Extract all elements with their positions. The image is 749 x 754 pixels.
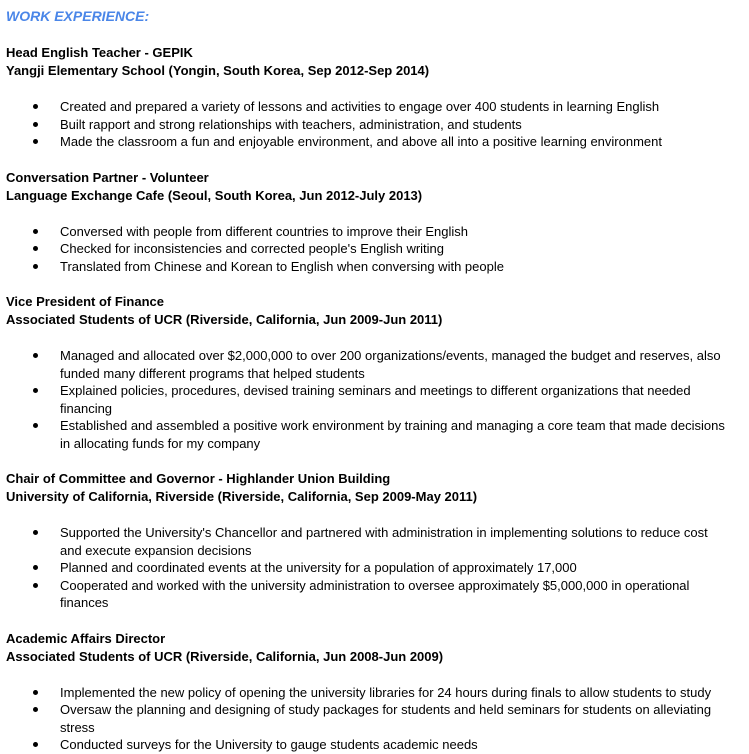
job-entry — [6, 470, 746, 630]
section-title: WORK EXPERIENCE: — [6, 8, 150, 24]
bullet-item: Conversed with people from different countries to improve their English — [6, 223, 746, 241]
job-title: Chair of Committee and Governor - Highlander Union Building — [6, 471, 391, 486]
job-title: Head English Teacher - GEPIK — [6, 45, 193, 60]
bullet-item: Supported the University's Chancellor and partnered with administration in implementing solutions to reduce cost and execute expansion decisions — [6, 524, 746, 559]
bullet-item: Conducted surveys for the University to gauge students academic needs — [6, 736, 746, 754]
bullet-item: Cooperated and worked with the university administration to oversee approximately $5,000,000 in operational finances — [6, 577, 746, 612]
bullet-icon — [33, 423, 38, 428]
job-organization: Associated Students of UCR (Riverside, California, Jun 2008-Jun 2009) — [6, 648, 444, 664]
bullet-icon — [33, 139, 38, 144]
bullet-item: Translated from Chinese and Korean to English when conversing with people — [6, 258, 746, 276]
job-organization: University of California, Riverside (Riverside, California, Sep 2009-May 2011) — [6, 489, 478, 504]
job-entry — [6, 44, 746, 169]
job-entry — [6, 630, 746, 754]
bullet-icon — [33, 565, 38, 570]
bullet-icon — [33, 690, 38, 695]
bullet-icon — [33, 707, 38, 712]
bullet-item: Checked for inconsistencies and corrected people's English writing — [6, 240, 746, 258]
bullet-item: Made the classroom a fun and enjoyable environment, and above all into a positive learning environment — [6, 133, 746, 151]
job-organization: Language Exchange Cafe (Seoul, South Korea, Jun 2012-July 2013) — [6, 187, 423, 203]
bullet-icon — [33, 353, 38, 358]
job-title: Academic Affairs Director — [6, 630, 166, 646]
bullet-item: Planned and coordinated events at the university for a population of approximately 17,000 — [6, 559, 746, 577]
job-bullets — [6, 684, 746, 754]
bullet-icon — [33, 583, 38, 588]
bullet-item: Oversaw the planning and designing of study packages for students and held seminars for students on alleviating stress — [6, 701, 746, 736]
bullet-icon — [33, 122, 38, 127]
bullet-icon — [33, 388, 38, 393]
bullet-icon — [33, 104, 38, 109]
bullet-item: Established and assembled a positive work environment by training and managing a core team that made decisions in allocating funds for my company — [6, 417, 746, 452]
job-organization: Yangji Elementary School (Yongin, South Korea, Sep 2012-Sep 2014) — [6, 63, 430, 78]
bullet-item: Built rapport and strong relationships with teachers, administration, and students — [6, 116, 746, 134]
job-entry — [6, 169, 746, 294]
job-title: Vice President of Finance — [6, 294, 164, 309]
bullet-item: Managed and allocated over $2,000,000 to over 200 organizations/events, managed the budget and reserves, also funded many different programs that helped students — [6, 347, 746, 382]
job-organization: Associated Students of UCR (Riverside, California, Jun 2009-Jun 2011) — [6, 312, 443, 327]
job-bullets — [6, 524, 746, 612]
bullet-icon — [33, 264, 38, 269]
bullet-icon — [33, 530, 38, 535]
bullet-icon — [33, 246, 38, 251]
bullet-icon — [33, 229, 38, 234]
resume-page — [6, 0, 746, 754]
job-bullets — [6, 98, 746, 151]
bullet-item: Implemented the new policy of opening the university libraries for 24 hours during finals to allow students to study — [6, 684, 746, 702]
job-entry — [6, 293, 746, 470]
job-bullets — [6, 223, 746, 276]
job-bullets — [6, 347, 746, 452]
job-title: Conversation Partner - Volunteer — [6, 169, 209, 185]
bullet-item: Explained policies, procedures, devised training seminars and meetings to different organizations that needed financing — [6, 382, 746, 417]
bullet-item: Created and prepared a variety of lessons and activities to engage over 400 students in learning English — [6, 98, 746, 116]
